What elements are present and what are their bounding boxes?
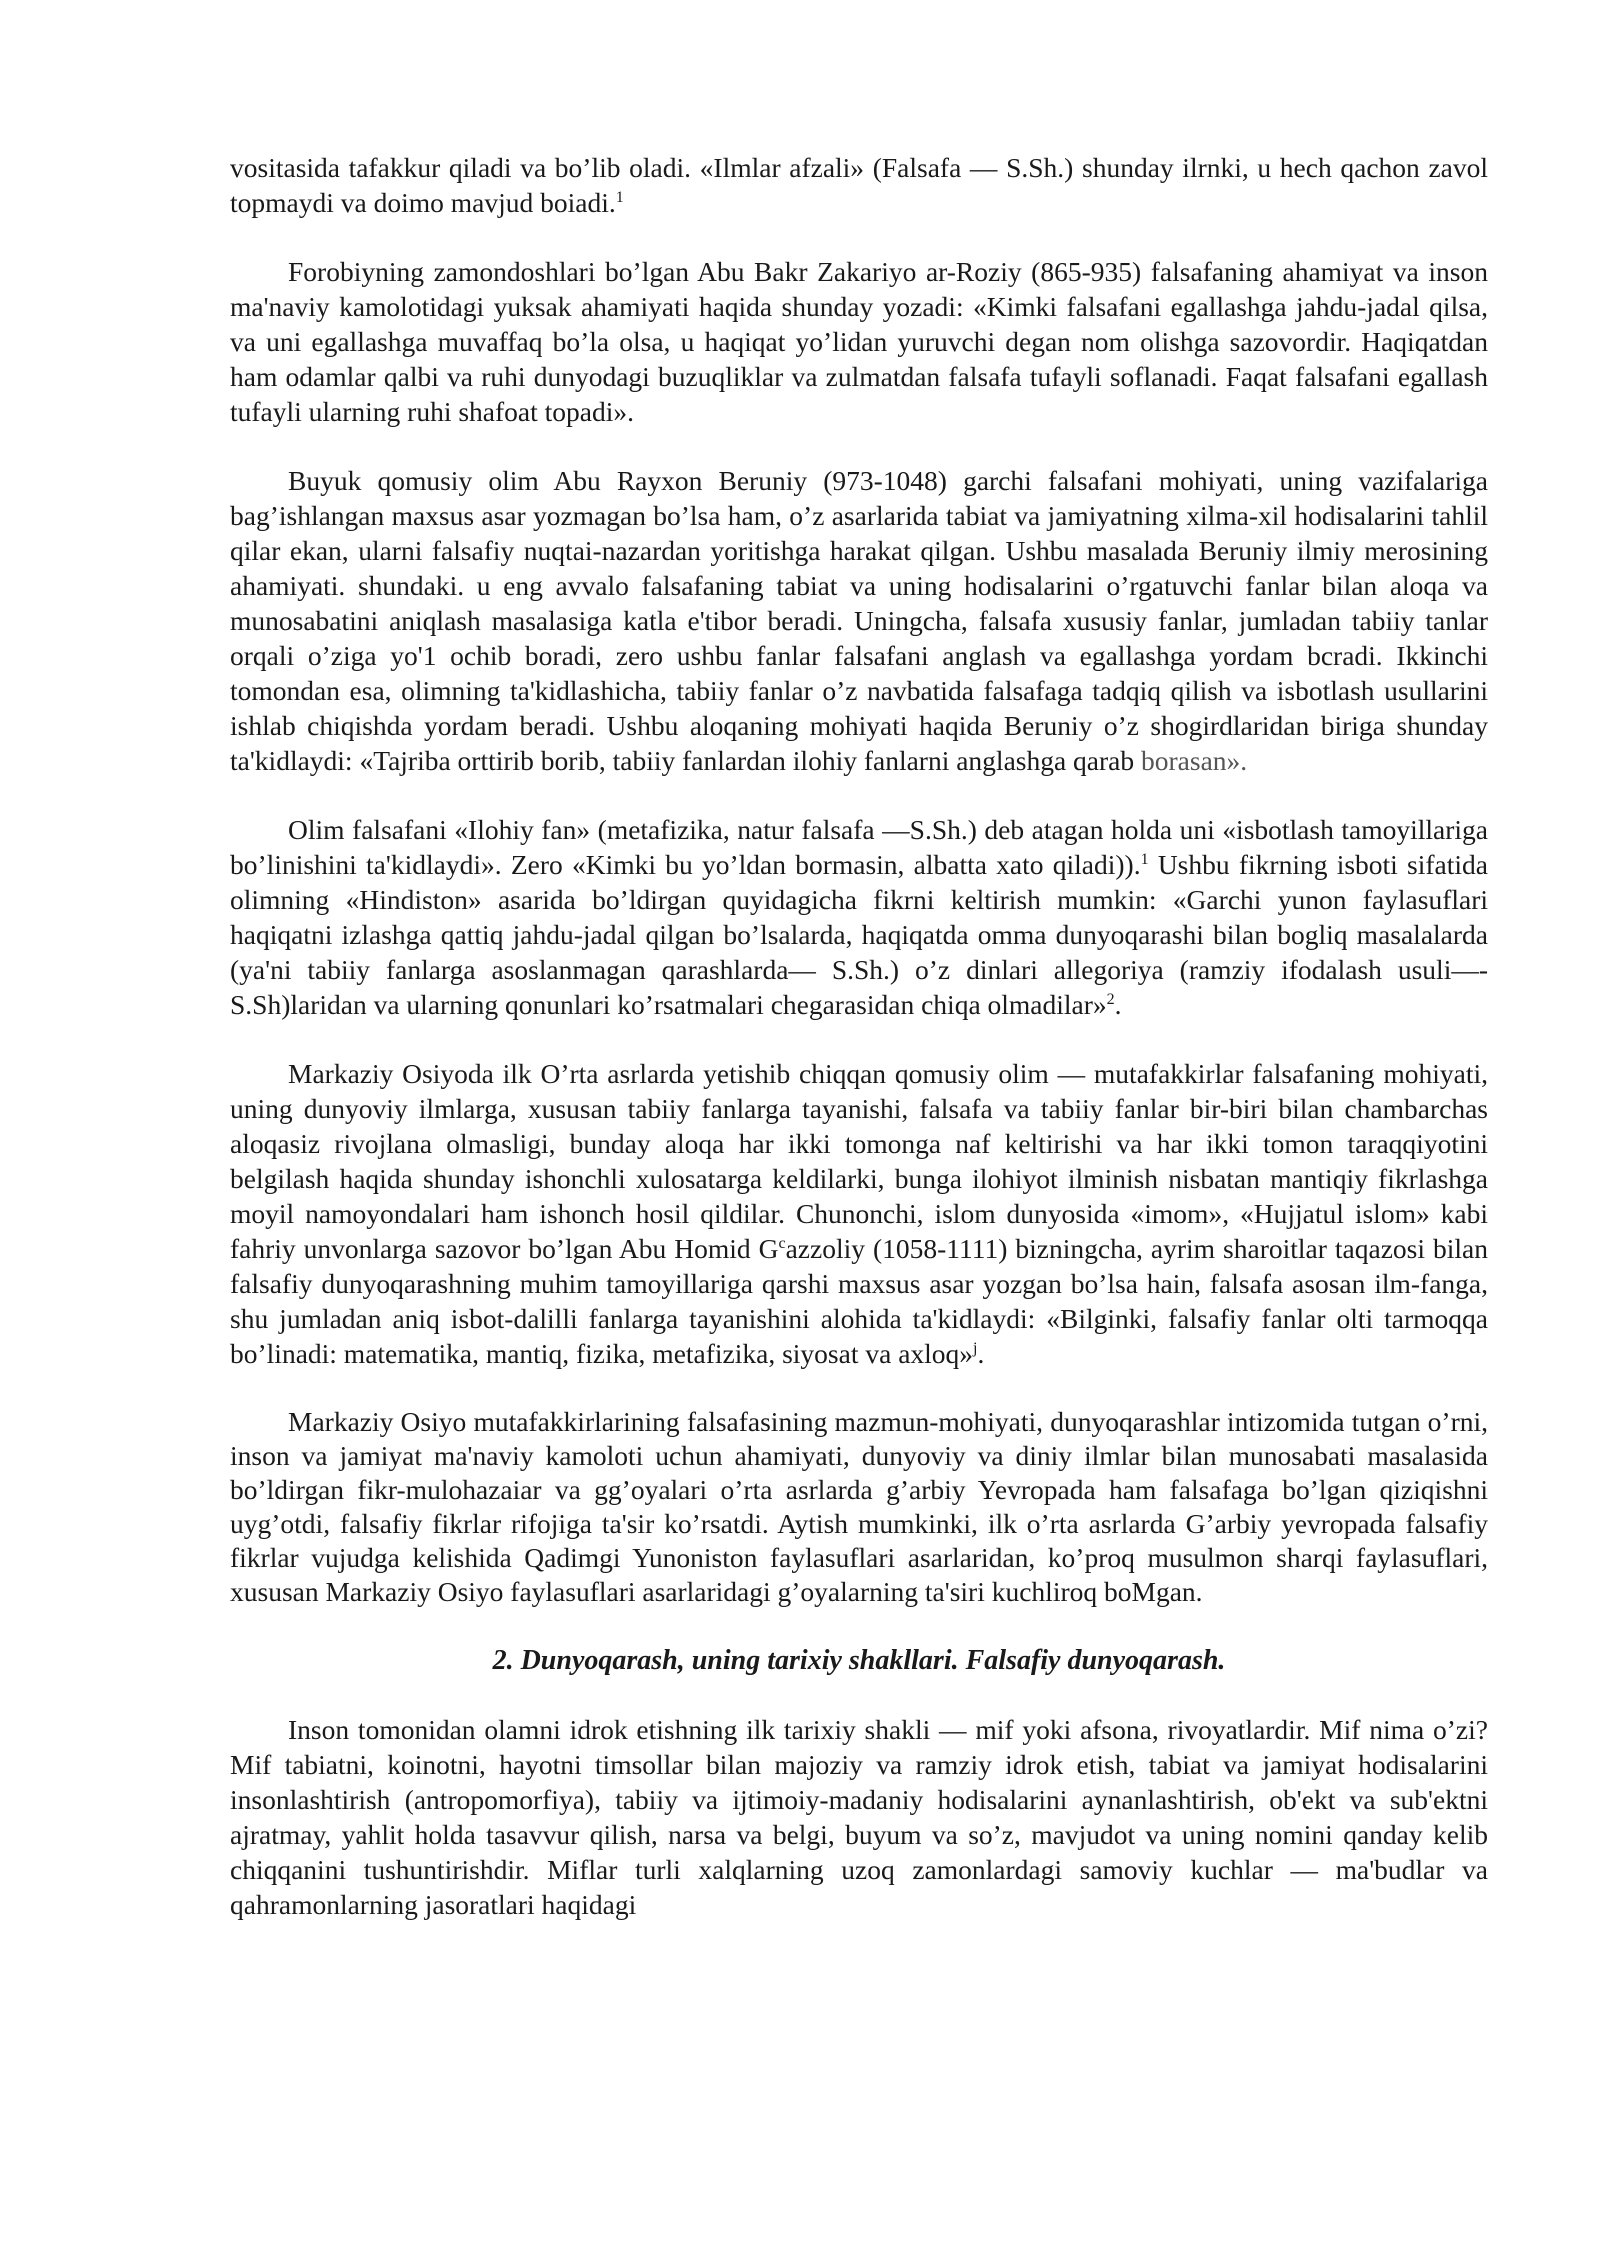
- paragraph-text: Markaziy Osiyo mutafakkirlarining falsafasining mazmun-mohiyati, dunyoqarashlar intizomida tutgan o’rni, inson va jamiyat ma'naviy kamoloti uchun ahamiyati, dunyoviy va diniy ilmlar bilan munosabati masalasida bo’ldirgan fikr-mulohazaiar va gg’oyalari o’rta asrlarda g’arbiy Yevropada ham falsafaga bo’lgan qiziqishni uyg’otdi, falsafiy fikrlar rifojiga ta'sir ko’rsatdi. Aytish mumkinki, ilk o’rta asrlarda G’arbiy yevropada falsafiy fikrlar vujudga kelishida Qadimgi Yunoniston faylasuflari asarlaridan, ko’proq musulmon sharqi faylasuflari, xususan Markaziy Osiyo faylasuflari asarlaridagi g’oyalarning ta'siri kuchliroq boMgan.: [230, 1406, 1488, 1607]
- paragraph-text: vositasida tafakkur qiladi va bo’lib oladi. «Ilmlar afzali» (Falsafa — S.Sh.) shunday ilrnki, u hech qachon zavol topmaydi va doimo mavjud boiadi.: [230, 152, 1488, 218]
- superscript-letter: c: [778, 1234, 786, 1252]
- paragraph-dunyoqarash: [230, 1712, 1488, 1922]
- paragraph-roziy: [230, 254, 1488, 429]
- paragraph-text: Markaziy Osiyoda ilk O’rta asrlarda yetishib chiqqan qomusiy olim — mutafakkirlar falsafaning mohiyati, uning dunyoviy ilmlarga, xususan tabiiy fanlarga tayanishi, falsafa va tabiiy fanlar bir-biri bilan chambarchas aloqasiz rivojlana olmasligi, bunday aloqa har ikki tomonga naf keltirishi va har ikki tomon taraqqiyotini belgilash haqida shunday ishonchli xulosatarga keldilarki, bunga ilohiyot ilminish nisbatan mantiqiy fikrlashga moyil namoyondalari ham ishonch hosil qildilar. Chunonchi, islom dunyosida «imom», «Hujjatul islom» kabi fahriy unvonlarga sazovor bo’lgan Abu Homid G: [230, 1058, 1488, 1264]
- paragraph-ilohiy-fan: [230, 812, 1488, 1022]
- paragraph-text: Ushbu fikrning isboti sifatida olimning «Hindiston» asarida bo’ldirgan quyidagicha fikrni keltirish mumkin: «Garchi yunon faylasuflari haqiqatni izlashga qattiq jahdu-jadal qilgan bo’lsalarda, haqiqatda omma dunyoqarashi bilan bogliq masalalarda (ya'ni tabiiy fanlarga asoslanmagan qarashlarda— S.Sh.) o’z dinlari allegoriya (ramziy ifodalash usuli—- S.Sh)laridan va ularning qonunlari ko’rsatmalari chegarasidan chiqa olmadilar»: [230, 849, 1488, 1020]
- paragraph-beruniy: [230, 463, 1488, 778]
- footnote-marker: 1: [615, 188, 624, 206]
- paragraph-text: .: [977, 1338, 985, 1369]
- footnote-marker: 1: [1140, 850, 1149, 868]
- paragraph-markaziy-osiyoda: [230, 1056, 1488, 1371]
- paragraph-mutafakkirlar: [230, 1405, 1488, 1609]
- document-page: [230, 150, 1488, 1956]
- footnote-marker: j: [973, 1339, 978, 1357]
- paragraph-text: Inson tomonidan olamni idrok etishning ilk tarixiy shakli — mif yoki afsona, rivoyatlardir. Mif nima o’zi? Mif tabiatni, koinotni, hayotni timsollar bilan majoziy va ramziy idrok etish, tabiat va jamiyat hodisalarini insonlashtirish (antropomorfiya), tabiiy va ijtimoiy-madaniy hodisalarini aynanlashtirish, ob'ekt va sub'ektni ajratmay, yahlit holda tasavvur qilish, narsa va belgi, buyum va so’z, mavjudot va uning nomini qanday kelib chiqqanini tushuntirishdir. Miflar turli xalqlarning uzoq zamonlardagi samoviy kuchlar — ma'budlar va qahramonlarning jasoratlari haqidagi: [230, 1714, 1488, 1920]
- section-heading: 2. Dunyoqarash, uning tarixiy shakllari. Falsafiy dunyoqarash.: [492, 1645, 1226, 1676]
- paragraph-text-faded: borasan».: [1141, 745, 1248, 776]
- paragraph-text: azzoliy (1058-1111) bizningcha, ayrim sharoitlar taqazosi bilan falsafiy dunyoqarashning muhim tamoyillariga qarshi maxsus asar yozgan bo’lsa hain, falsafa asosan ilm-fanga, shu jumladan aniq isbot-dalilli fanlarga tayanishini alohida ta'kidlaydi: «Bilginki, falsafiy fanlar olti tarmoqqa bo’linadi: matematika, mantiq, fizika, metafizika, siyosat va axloq»: [230, 1233, 1488, 1369]
- paragraph-text: Forobiyning zamondoshlari bo’lgan Abu Bakr Zakariyo ar-Roziy (865-935) falsafaning ahamiyat va inson ma'naviy kamolotidagi yuksak ahamiyati haqida shunday yozadi: «Kimki falsafani egallashga jahdu-jadal qilsa, va uni egallashga muvaffaq bo’la olsa, u haqiqat yo’lidan yuruvchi degan nom olishga sazovordir. Haqiqatdan ham odamlar qalbi va ruhi dunyodagi buzuqliklar va zulmatdan falsafa tufayli soflanadi. Faqat falsafani egallash tufayli ularning ruhi shafoat topadi».: [230, 256, 1488, 427]
- paragraph-text: Olim falsafani «Ilohiy fan» (metafizika, natur falsafa —S.Sh.) deb atagan holda uni «isbotlash tamoyillariga bo’linishini ta'kidlaydi». Zero «Kimki bu yo’ldan bormasin, albatta xato qiladi)).: [230, 814, 1488, 880]
- footnote-marker: 2: [1106, 990, 1115, 1008]
- paragraph-intro: [230, 150, 1488, 220]
- paragraph-text: Buyuk qomusiy olim Abu Rayxon Beruniy (973-1048) garchi falsafani mohiyati, uning vazifalariga bag’ishlangan maxsus asar yozmagan bo’lsa ham, o’z asarlarida tabiat va jamiyatning xilma-xil hodisalarini tahlil qilar ekan, ularni falsafiy nuqtai-nazardan yoritishga harakat qilgan. Ushbu masalada Beruniy ilmiy merosining ahamiyati. shundaki. u eng avvalo falsafaning tabiat va uning hodisalarini o’rgatuvchi fanlar bilan aloqa va munosabatini aniqlash masalasiga katla e'tibor beradi. Uningcha, falsafa xususiy fanlar, jumladan tabiiy tanlar orqali o’ziga yo'1 ochib boradi, zero ushbu fanlar falsafani anglash va egallashga yordam bcradi. Ikkinchi tomondan esa, olimning ta'kidlashicha, tabiiy fanlar o’z navbatida falsafaga tadqiq qilish va isbotlash usullarini ishlab chiqishda yordam beradi. Ushbu aloqaning mohiyati haqida Beruniy o’z shogirdlaridan biriga shunday ta'kidlaydi: «Tajriba orttirib borib, tabiiy fanlardan ilohiy fanlarni anglashga qarab: [230, 465, 1488, 776]
- paragraph-text: .: [1114, 989, 1122, 1020]
